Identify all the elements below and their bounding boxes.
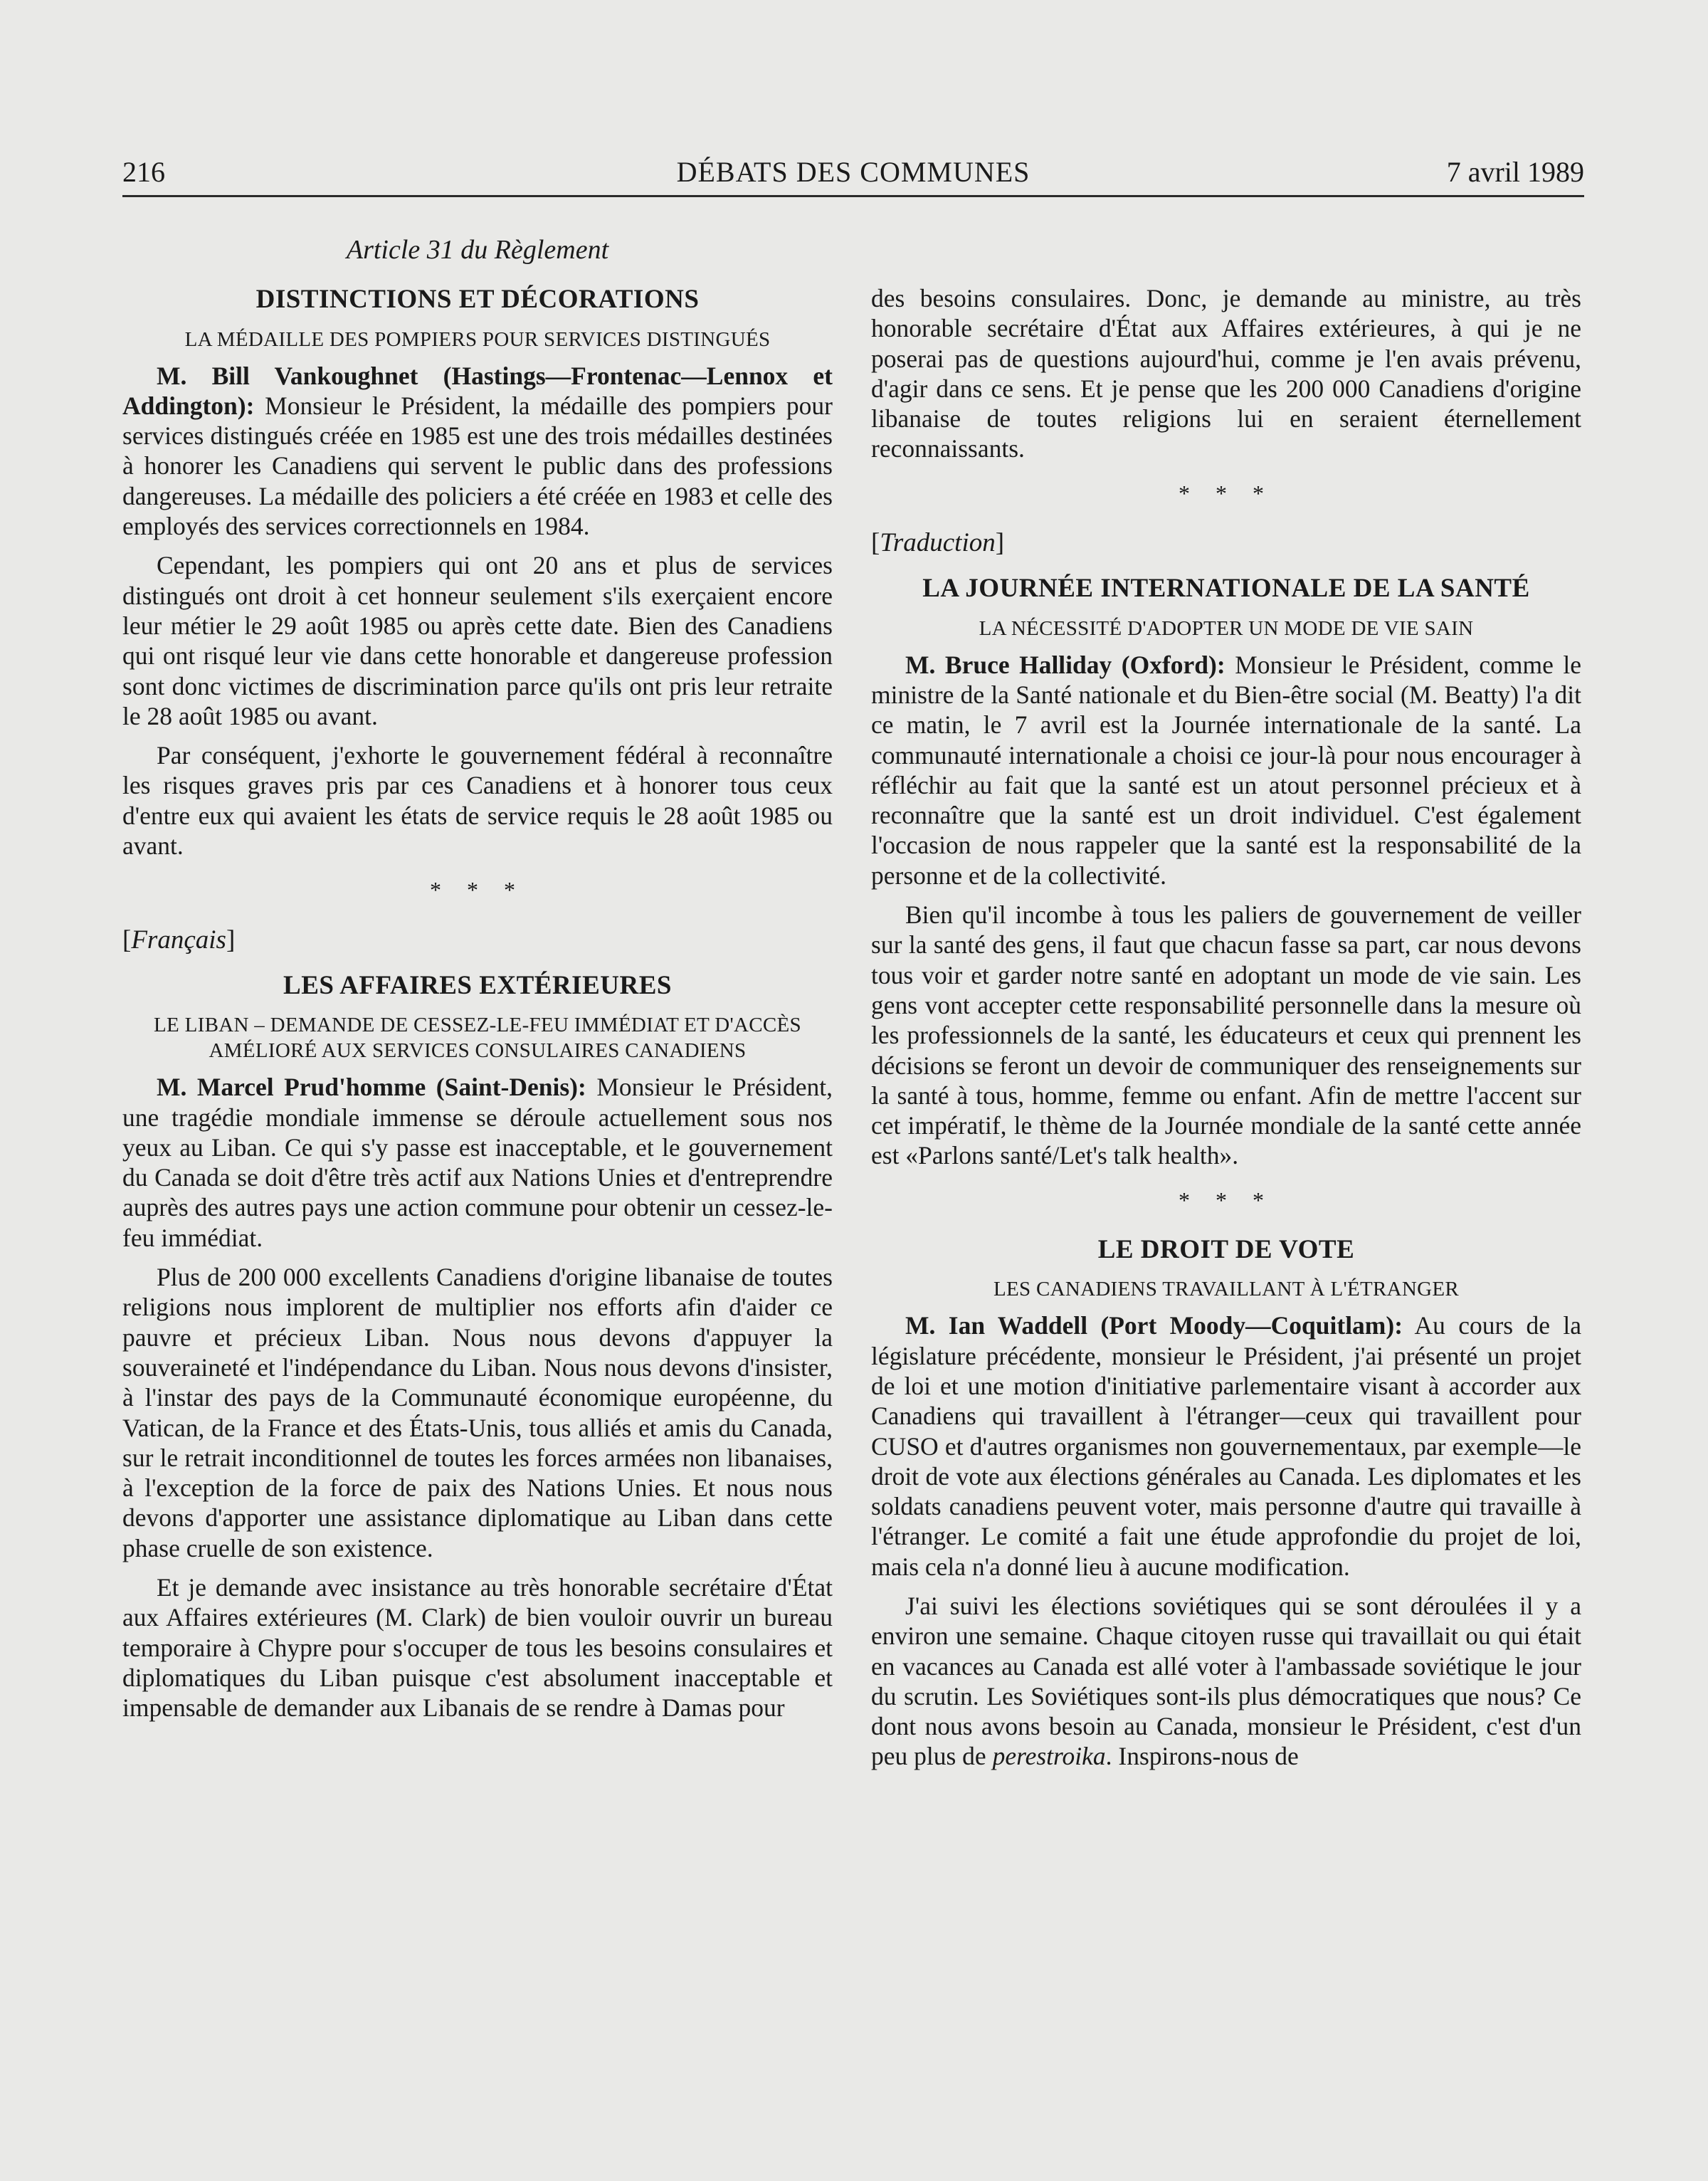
language-note: [Traduction]	[871, 528, 1005, 558]
left-column	[122, 214, 833, 1732]
page-number: 216	[122, 156, 165, 188]
paragraph: M. Ian Waddell (Port Moody—Coquitlam): Au cours de la législature précédente, monsieur le Président, j'ai présenté un projet de loi et une motion d'initiative parlementaire visant à accorder aux Canadiens qui travaillent à l'étranger—ceux qui travaillent pour CUSO et d'autres organismes non gouvernementaux, par exemple—le droit de vote aux élections générales au Canada. Les diplomates et les soldats canadiens peuvent voter, mais personne d'autre qui travaille à l'étranger. Le comité a fait une étude approfondie du projet de loi, mais cela n'a donné lieu à aucune modification.	[871, 1311, 1581, 1581]
paragraph: Cependant, les pompiers qui ont 20 ans et plus de services distingués ont droit à cet honneur seulement s'ils exerçaient encore leur métier le 29 août 1985 ou après cette date. Bien des Canadiens qui ont risqué leur vie dans cette honorable et dangereuse profession sont donc victimes de discrimination parce qu'ils ont pris leur retraite le 28 août 1985 ou avant.	[122, 551, 833, 730]
section-subheading: LES CANADIENS TRAVAILLANT À L'ÉTRANGER	[993, 1278, 1460, 1301]
paragraph: Plus de 200 000 excellents Canadiens d'origine libanaise de toutes religions nous implorent de multiplier nos efforts afin d'aider ce pauvre et précieux Liban. Nous nous devons d'appuyer la souveraineté et l'indépendance du Liban. Nous nous devons d'insister, à l'instar des pays de la Communauté économique européenne, du Vatican, de la France et des États-Unis, tous alliés et amis du Canada, sur le retrait inconditionnel de toutes les forces armées non libanaises, à l'exception de la force de paix des Nations Unies. Et nous nous devons d'apporter une assistance diplomatique au Liban dans cette phase cruelle de son existence.	[122, 1263, 833, 1562]
section-heading: DISTINCTIONS ET DÉCORATIONS	[255, 285, 700, 315]
section-separator: * * *	[430, 877, 525, 903]
section-subheading: LE LIBAN – DEMANDE DE CESSEZ-LE-FEU IMMÉDIAT ET D'ACCÈS AMÉLIORÉ AUX SERVICES CONSULAIRES CANADIENS	[154, 1014, 801, 1063]
paragraph: Et je demande avec insistance au très honorable secrétaire d'État aux Affaires extérieures (M. Clark) de bien vouloir ouvrir un bureau temporaire à Chypre pour s'occuper de tous les besoins consulaires et diplomatiques du Liban puisque c'est absolument inacceptable et impensable de demander aux Libanais de se rendre à Damas pour	[122, 1572, 833, 1723]
paragraph: Par conséquent, j'exhorte le gouvernement fédéral à reconnaître les risques graves pris par ces Canadiens et à honorer tous ceux d'entre eux qui avaient les états de service requis le 28 août 1985 ou avant.	[122, 741, 833, 861]
speaker-name: M. Bruce Halliday (Oxford):	[905, 650, 1225, 679]
article-reference: Article 31 du Règlement	[346, 235, 609, 265]
paragraph: M. Marcel Prud'homme (Saint-Denis): Monsieur le Président, une tragédie mondiale immense se déroule actuellement sous nos yeux au Liban. Ce qui s'y passe est inacceptable, et le gouvernement du Canada se doit d'être très actif aux Nations Unies et d'entreprendre auprès des autres pays une action commune pour obtenir un cessez-le-feu immédiat.	[122, 1073, 833, 1252]
right-column	[871, 283, 1581, 1781]
section-heading: LES AFFAIRES EXTÉRIEURES	[283, 970, 672, 1000]
section-separator: * * *	[1179, 480, 1274, 506]
paragraph: Bien qu'il incombe à tous les paliers de gouvernement de veiller sur la santé des gens, il faut que chacun fasse sa part, car nous devons tous voir et garder notre santé en adoptant un mode de vie sain. Les gens vont accepter cette responsabilité personnelle dans la mesure où les professionnels de la santé, les éducateurs et ceux qui prennent les décisions se feront un devoir de communiquer des renseignements sur la santé à tous, homme, femme ou enfant. Afin de mettre l'accent sur cet impératif, le thème de la Journée mondiale de la santé cette année est «Parlons santé/Let's talk health».	[871, 900, 1581, 1170]
speaker-name: M. Ian Waddell (Port Moody—Coquitlam):	[905, 1311, 1403, 1340]
section-subheading: LA MÉDAILLE DES POMPIERS POUR SERVICES DISTINGUÉS	[184, 327, 771, 351]
section-subheading: LA NÉCESSITÉ D'ADOPTER UN MODE DE VIE SAIN	[979, 616, 1474, 640]
paragraph: M. Bill Vankoughnet (Hastings—Frontenac—Lennox et Addington): Monsieur le Président, la médaille des pompiers pour services distingués créée en 1985 est une des trois médailles destinées à honorer les Canadiens qui servent le public dans des professions dangereuses. La médaille des policiers a été créée en 1983 et celle des employés des services correctionnels en 1984.	[122, 361, 833, 541]
speaker-name: M. Bill Vankoughnet (Hastings—Frontenac—Lennox et Addington):	[122, 361, 833, 420]
speaker-name: M. Marcel Prud'homme (Saint-Denis):	[157, 1073, 586, 1102]
publication-title: DÉBATS DES COMMUNES	[676, 156, 1030, 188]
publication-date: 7 avril 1989	[1446, 156, 1584, 188]
language-note: [Français]	[122, 925, 236, 955]
section-heading: LA JOURNÉE INTERNATIONALE DE LA SANTÉ	[922, 574, 1530, 604]
paragraph: J'ai suivi les élections soviétiques qui se sont déroulées il y a environ une semaine. Chaque citoyen russe qui travaillait ou qui était en vacances au Canada est allé voter à l'ambassade soviétique le jour du scrutin. Les Soviétiques sont-ils plus démocratiques que nous? Ce dont nous avons besoin au Canada, monsieur le Président, c'est d'un peu plus de perestroika. Inspirons-nous de	[871, 1591, 1581, 1771]
section-separator: * * *	[1179, 1187, 1274, 1213]
page-header	[122, 152, 1584, 197]
paragraph: des besoins consulaires. Donc, je demande au ministre, au très honorable secrétaire d'État aux Affaires extérieures, à qui je ne poserai pas de questions aujourd'hui, comme je l'en avais prévenu, d'agir dans ce sens. Et je pense que les 200 000 Canadiens d'origine libanaise de toutes religions lui en seraient éternellement reconnaissants.	[871, 284, 1581, 463]
section-heading: LE DROIT DE VOTE	[1097, 1235, 1355, 1265]
paragraph: M. Bruce Halliday (Oxford): Monsieur le Président, comme le ministre de la Santé nationale et du Bien-être social (M. Beatty) l'a dit ce matin, le 7 avril est la Journée internationale de la santé. La communauté internationale a choisi ce jour-là pour nous encourager à réfléchir au fait que la santé est un atout personnel précieux et à reconnaître que la santé est un droit individuel. C'est également l'occasion de nous rappeler que la santé est la responsabilité de la personne et de la collectivité.	[871, 650, 1582, 890]
